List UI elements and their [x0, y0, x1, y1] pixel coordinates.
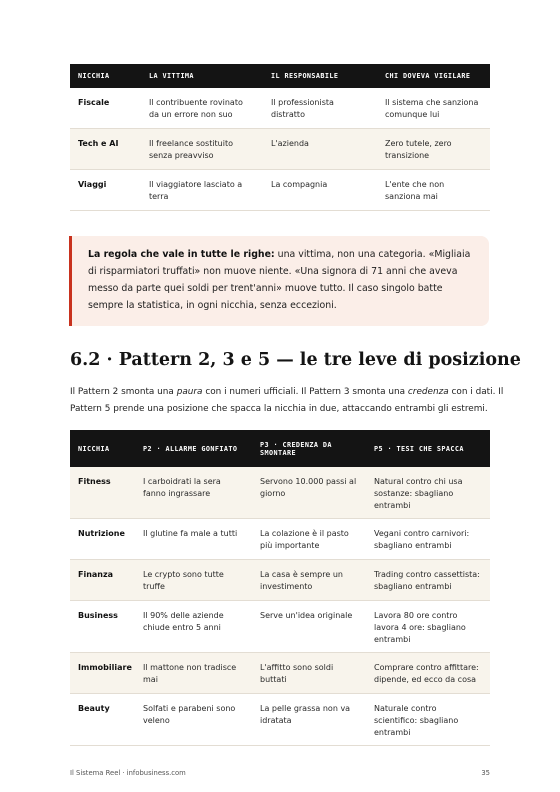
cell-p2: I carboidrati la sera fanno ingrassare [135, 467, 252, 519]
cell-p2: Le crypto sono tutte truffe [135, 560, 252, 601]
cell-victim: Il viaggiatore lasciato a terra [141, 170, 263, 211]
cell-p5: Lavora 80 ore contro lavora 4 ore: sbagliano entrambi [366, 601, 490, 653]
column-header-watchdog: CHI DOVEVA VIGILARE [377, 64, 490, 88]
cell-niche: Tech e AI [70, 129, 141, 170]
table-row [70, 467, 490, 519]
callout-text: una vittima, non una categoria. «Migliaia di risparmiatori truffati» non muove niente. «Una signora di 71 anni che aveva messo da parte quei soldi per trent'anni» muove tutto. Il caso singolo batte sempre la statistica, in ogni nicchia, senza eccezioni. [88, 249, 471, 311]
intro-text-2: con i numeri ufficiali. Il Pattern 3 smonta una [202, 387, 408, 397]
cell-p2: Il 90% delle aziende chiude entro 5 anni [135, 601, 252, 653]
column-header-niche: NICCHIA [70, 430, 135, 467]
cell-niche: Immobiliare [70, 653, 135, 694]
cell-victim: Il contribuente rovinato da un errore non suo [141, 88, 263, 129]
cell-niche: Finanza [70, 560, 135, 601]
cell-niche: Fitness [70, 467, 135, 519]
position-levers-table [70, 430, 490, 746]
cell-watchdog: L'ente che non sanziona mai [377, 170, 490, 211]
cell-p3: La pelle grassa non va idratata [252, 694, 366, 746]
cell-p2: Solfati e parabeni sono veleno [135, 694, 252, 746]
cell-p3: Servono 10.000 passi al giorno [252, 467, 366, 519]
column-header-niche: NICCHIA [70, 64, 141, 88]
cell-niche: Nutrizione [70, 519, 135, 560]
table-row [70, 519, 490, 560]
cell-p2: Il mattone non tradisce mai [135, 653, 252, 694]
table-row [70, 88, 490, 129]
cell-p5: Naturale contro scientifico: sbagliano entrambi [366, 694, 490, 746]
cell-p2: Il glutine fa male a tutti [135, 519, 252, 560]
rule-callout [69, 236, 489, 326]
cell-p5: Comprare contro affittare: dipende, ed ecco da cosa [366, 653, 490, 694]
section-intro [70, 384, 510, 418]
cell-p3: La casa è sempre un investimento [252, 560, 366, 601]
cell-p3: L'affitto sono soldi buttati [252, 653, 366, 694]
column-header-responsible: IL RESPONSABILE [263, 64, 377, 88]
cell-p5: Vegani contro carnivori: sbagliano entrambi [366, 519, 490, 560]
table-header-row [70, 430, 490, 467]
intro-emphasis-belief: credenza [407, 387, 449, 397]
table-row [70, 601, 490, 653]
cell-p5: Natural contro chi usa sostanze: sbagliano entrambi [366, 467, 490, 519]
cell-responsible: Il professionista distratto [263, 88, 377, 129]
page-number: 35 [481, 769, 490, 777]
table-row [70, 560, 490, 601]
cell-responsible: L'azienda [263, 129, 377, 170]
cell-p5: Trading contro cassettista: sbagliano entrambi [366, 560, 490, 601]
cell-responsible: La compagnia [263, 170, 377, 211]
cell-niche: Business [70, 601, 135, 653]
niche-victim-table [70, 64, 490, 211]
cell-victim: Il freelance sostituito senza preavviso [141, 129, 263, 170]
footer-source: Il Sistema Reel · infobusiness.com [70, 769, 186, 777]
cell-niche: Viaggi [70, 170, 141, 211]
column-header-p5: P5 · TESI CHE SPACCA [366, 430, 490, 467]
table-row [70, 694, 490, 746]
cell-watchdog: Il sistema che sanziona comunque lui [377, 88, 490, 129]
column-header-p2: P2 · ALLARME GONFIATO [135, 430, 252, 467]
intro-text-1: Il Pattern 2 smonta una [70, 387, 177, 397]
cell-niche: Fiscale [70, 88, 141, 129]
intro-emphasis-fear: paura [176, 387, 203, 397]
column-header-victim: LA VITTIMA [141, 64, 263, 88]
cell-watchdog: Zero tutele, zero transizione [377, 129, 490, 170]
callout-bold-lead: La regola che vale in tutte le righe: [88, 249, 275, 260]
table-row [70, 129, 490, 170]
intro-text-3: con i dati. Il Pattern 5 prende una posizione che spacca la nicchia in due, attaccando entrambi gli estremi. [70, 387, 504, 414]
cell-p3: La colazione è il pasto più importante [252, 519, 366, 560]
cell-p3: Serve un'idea originale [252, 601, 366, 653]
column-header-p3: P3 · CREDENZA DA SMONTARE [252, 430, 366, 467]
section-heading: 6.2 · Pattern 2, 3 e 5 — le tre leve di posizione [70, 350, 521, 370]
table-header-row [70, 64, 490, 88]
table-row [70, 170, 490, 211]
table-row [70, 653, 490, 694]
cell-niche: Beauty [70, 694, 135, 746]
